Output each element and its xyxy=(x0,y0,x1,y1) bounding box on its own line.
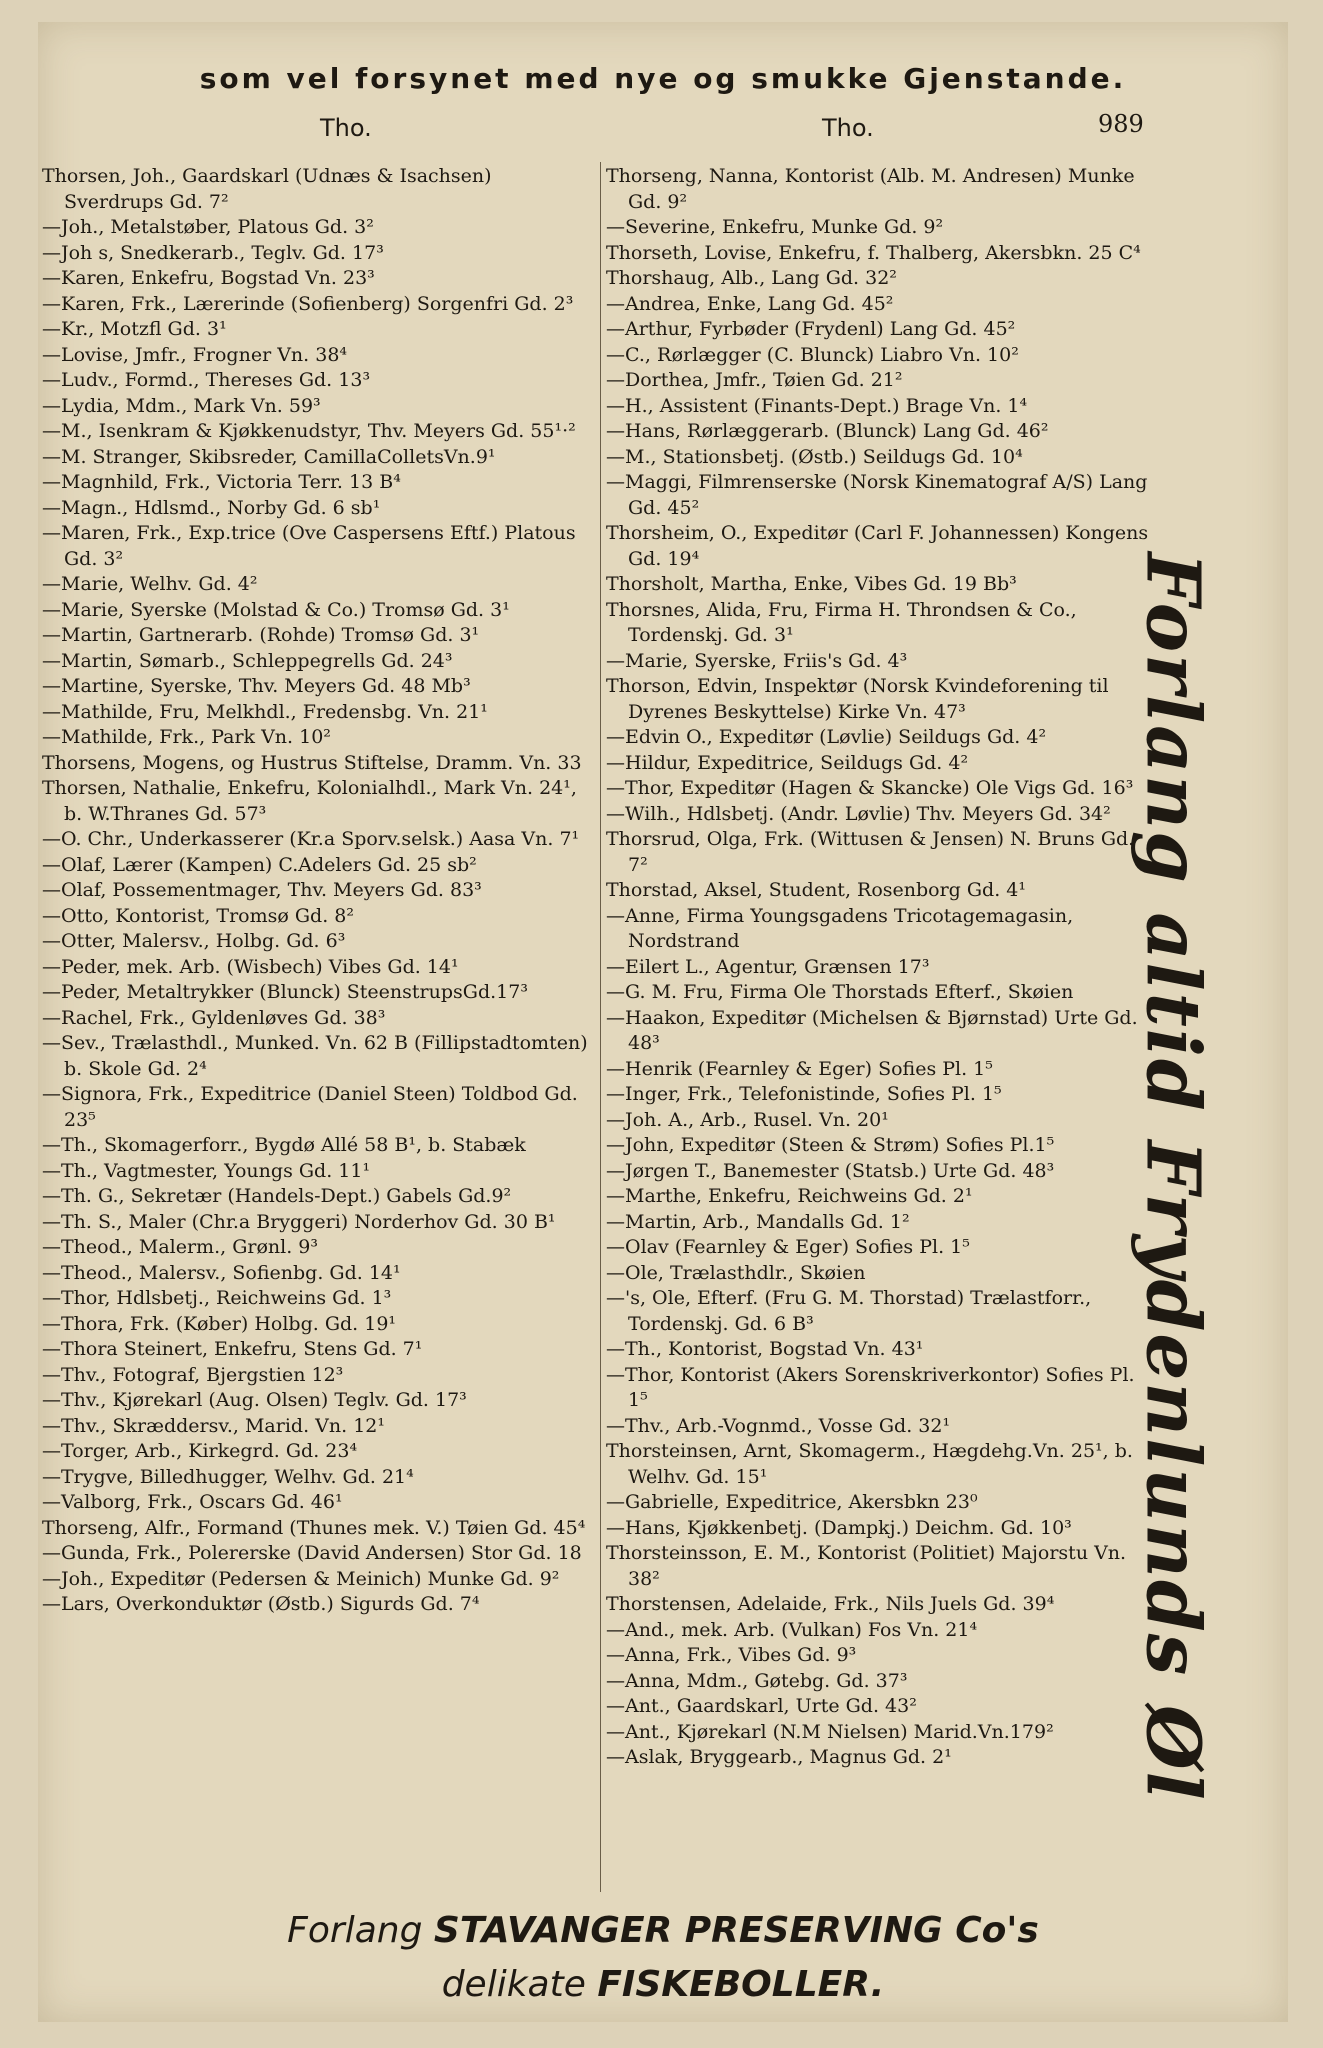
directory-entry: —Lars, Overkonduktør (Østb.) Sigurds Gd. 7⁴ xyxy=(42,1593,480,1615)
bottom-ad-line1-b: STAVANGER PRESERVING Co's xyxy=(433,1910,1039,1951)
directory-entry: —Thor, Kontorist (Akers Sorenskriverkontor) Sofies Pl. 1⁵ xyxy=(606,1363,1135,1411)
directory-entry: —Haakon, Expeditør (Michelsen & Bjørnstad) Urte Gd. 48³ xyxy=(606,1006,1138,1054)
directory-entry: —M. Stranger, Skibsreder, CamillaColletsVn.9¹ xyxy=(42,445,496,468)
directory-entry: Thorson, Edvin, Inspektør (Norsk Kvindeforening til Dyrenes Beskyttelse) Kirke Vn. 47³ xyxy=(606,675,1109,723)
directory-entry: —Lydia, Mdm., Mark Vn. 59³ xyxy=(42,394,321,417)
directory-entry: —Otto, Kontorist, Tromsø Gd. 8² xyxy=(42,904,354,927)
directory-entry: —Otter, Malersv., Holbg. Gd. 6³ xyxy=(42,930,346,952)
directory-entry: —Dorthea, Jmfr., Tøien Gd. 21² xyxy=(606,369,903,391)
directory-entry: —Thv., Fotograf, Bjergstien 12³ xyxy=(42,1363,344,1386)
directory-entry: —Joh., Expeditør (Pedersen & Meinich) Munke Gd. 9² xyxy=(42,1567,560,1590)
directory-entry: —Sev., Trælasthdl., Munked. Vn. 62 B (Fillipstadtomten) b. Skole Gd. 2⁴ xyxy=(42,1032,588,1080)
directory-entry: —Edvin O., Expeditør (Løvlie) Seildugs Gd. 4² xyxy=(606,726,1047,748)
bottom-ad-line1-a: Forlang xyxy=(287,1910,423,1951)
directory-entry: —Theod., Malerm., Grønl. 9³ xyxy=(42,1236,318,1258)
directory-entry: Thorsheim, O., Expeditør (Carl F. Johannessen) Kongens Gd. 19⁴ xyxy=(606,522,1149,570)
directory-entry: —'s, Ole, Efterf. (Fru G. M. Thorstad) Trælastforr., Tordenskj. Gd. 6 B³ xyxy=(606,1287,1092,1335)
directory-entry: Thorsrud, Olga, Frk. (Wittusen & Jensen) N. Bruns Gd. 7² xyxy=(606,828,1135,876)
bottom-ad-line2-a: delikate xyxy=(441,1964,586,2005)
directory-entry: —Thora, Frk. (Køber) Holbg. Gd. 19¹ xyxy=(42,1312,397,1335)
top-banner: som vel forsynet med nye og smukke Gjenstande. xyxy=(199,62,1127,95)
directory-entry: —John, Expeditør (Steen & Strøm) Sofies Pl.1⁵ xyxy=(606,1134,1055,1156)
directory-entry: —Ant., Kjørekarl (N.M Nielsen) Marid.Vn.179² xyxy=(606,1720,1054,1743)
bottom-advertisement-line-1 xyxy=(38,1910,1288,1951)
directory-entry: —Olaf, Possementmager, Thv. Meyers Gd. 83³ xyxy=(42,879,482,901)
directory-entry: —Martin, Sømarb., Schleppegrells Gd. 24³ xyxy=(42,649,453,672)
left-column xyxy=(42,164,594,1618)
directory-entry: —Thv., Kjørekarl (Aug. Olsen) Teglv. Gd. 17³ xyxy=(42,1389,467,1411)
directory-entry: —Olaf, Lærer (Kampen) C.Adelers Gd. 25 sb² xyxy=(42,853,477,876)
directory-entry: —Valborg, Frk., Oscars Gd. 46¹ xyxy=(42,1491,343,1513)
directory-entry: —Magnhild, Frk., Victoria Terr. 13 B⁴ xyxy=(42,471,401,493)
directory-entry: —Eilert L., Agentur, Grænsen 17³ xyxy=(606,955,930,978)
directory-entry: Thorseng, Nanna, Kontorist (Alb. M. Andresen) Munke Gd. 9² xyxy=(606,165,1135,213)
directory-entry: —Thor, Expeditør (Hagen & Skancke) Ole Vigs Gd. 16³ xyxy=(606,777,1134,799)
directory-entry: —Thora Steinert, Enkefru, Stens Gd. 7¹ xyxy=(42,1338,423,1360)
directory-entry: —Martine, Syerske, Thv. Meyers Gd. 48 Mb³ xyxy=(42,675,471,697)
directory-entry: —Wilh., Hdlsbetj. (Andr. Løvlie) Thv. Meyers Gd. 34² xyxy=(606,802,1111,825)
directory-entry: —Trygve, Billedhugger, Welhv. Gd. 21⁴ xyxy=(42,1465,414,1488)
directory-entry: Thorstad, Aksel, Student, Rosenborg Gd. 4¹ xyxy=(606,879,1027,901)
directory-entry: —M., Stationsbetj. (Østb.) Seildugs Gd. 10⁴ xyxy=(606,445,1023,468)
directory-entry: —Lovise, Jmfr., Frogner Vn. 38⁴ xyxy=(42,343,348,366)
directory-entry: Thorshaug, Alb., Lang Gd. 32² xyxy=(606,267,897,289)
directory-entry: —Th., Kontorist, Bogstad Vn. 43¹ xyxy=(606,1338,924,1360)
page-number: 989 xyxy=(1098,110,1144,138)
directory-entry: —Arthur, Fyrbøder (Frydenl) Lang Gd. 45² xyxy=(606,318,1016,340)
directory-entry: —G. M. Fru, Firma Ole Thorstads Efterf., Skøien xyxy=(606,981,1074,1003)
directory-entry: —Torger, Arb., Kirkegrd. Gd. 23⁴ xyxy=(42,1440,358,1462)
directory-entry: —Peder, mek. Arb. (Wisbech) Vibes Gd. 14¹ xyxy=(42,955,459,978)
directory-entry: —Olav (Fearnley & Eger) Sofies Pl. 1⁵ xyxy=(606,1236,970,1258)
directory-entry: —Ole, Trælasthdlr., Skøien xyxy=(606,1261,866,1284)
directory-entry: —Hans, Rørlæggerarb. (Blunck) Lang Gd. 46² xyxy=(606,420,1049,442)
left-column-heading: Tho. xyxy=(320,114,372,142)
directory-entry: —Thor, Hdlsbetj., Reichweins Gd. 1³ xyxy=(42,1287,392,1309)
directory-entry: —Joh., Metalstøber, Platous Gd. 3² xyxy=(42,216,374,238)
directory-entry: —Anne, Firma Youngsgadens Tricotagemagasin, Nordstrand xyxy=(606,904,1074,952)
directory-page xyxy=(38,22,1288,2022)
directory-entry: Thorsen, Nathalie, Enkefru, Kolonialhdl., Mark Vn. 24¹, b. W.Thranes Gd. 57³ xyxy=(42,777,577,825)
directory-entry: —Mathilde, Frk., Park Vn. 10² xyxy=(42,726,331,748)
directory-entry: Thorstensen, Adelaide, Frk., Nils Juels Gd. 39⁴ xyxy=(606,1593,1055,1615)
directory-entry: Thorsen, Joh., Gaardskarl (Udnæs & Isachsen) Sverdrups Gd. 7² xyxy=(42,165,492,213)
directory-entry: —Maggi, Filmrenserske (Norsk Kinematograf A/S) Lang Gd. 45² xyxy=(606,471,1148,519)
directory-entry: —Marie, Welhv. Gd. 4² xyxy=(42,573,258,595)
directory-entry: —And., mek. Arb. (Vulkan) Fos Vn. 21⁴ xyxy=(606,1618,978,1641)
directory-entry: —Thv., Arb.-Vognmd., Vosse Gd. 32¹ xyxy=(606,1414,951,1437)
directory-entry: —C., Rørlægger (C. Blunck) Liabro Vn. 10² xyxy=(606,343,1019,366)
directory-entry: —Th., Skomagerforr., Bygdø Allé 58 B¹, b. Stabæk xyxy=(42,1134,526,1156)
directory-entry: —Joh. A., Arb., Rusel. Vn. 20¹ xyxy=(606,1108,889,1131)
directory-entry: —Karen, Frk., Lærerinde (Sofienberg) Sorgenfri Gd. 2³ xyxy=(42,292,574,315)
directory-entry: —Ludv., Formd., Thereses Gd. 13³ xyxy=(42,369,371,391)
directory-entry: —Anna, Mdm., Gøtebg. Gd. 37³ xyxy=(606,1669,908,1692)
directory-entry: —Hans, Kjøkkenbetj. (Dampkj.) Deichm. Gd. 10³ xyxy=(606,1516,1072,1539)
directory-entry: —Henrik (Fearnley & Eger) Sofies Pl. 1⁵ xyxy=(606,1057,993,1080)
directory-entry: —Kr., Motzfl Gd. 3¹ xyxy=(42,318,227,340)
directory-entry: —Marie, Syerske (Molstad & Co.) Tromsø Gd. 3¹ xyxy=(42,598,510,621)
directory-entry: Thorsnes, Alida, Fru, Firma H. Throndsen & Co., Tordenskj. Gd. 3¹ xyxy=(606,598,1077,646)
directory-entry: —Martin, Gartnerarb. (Rohde) Tromsø Gd. 3¹ xyxy=(42,624,480,646)
directory-entry: —Ant., Gaardskarl, Urte Gd. 43² xyxy=(606,1695,917,1717)
directory-entry: —O. Chr., Underkasserer (Kr.a Sporv.selsk.) Aasa Vn. 7¹ xyxy=(42,828,580,850)
directory-entry: —Th. G., Sekretær (Handels-Dept.) Gabels Gd.9² xyxy=(42,1185,512,1207)
right-column-heading: Tho. xyxy=(822,114,874,142)
directory-entry: —Maren, Frk., Exp.trice (Ove Caspersens Eftf.) Platous Gd. 3² xyxy=(42,522,576,570)
directory-entry: —Marthe, Enkefru, Reichweins Gd. 2¹ xyxy=(606,1185,973,1207)
directory-entry: —Severine, Enkefru, Munke Gd. 9² xyxy=(606,216,944,238)
directory-entry: Thorseth, Lovise, Enkefru, f. Thalberg, Akersbkn. 25 C⁴ xyxy=(606,241,1141,264)
directory-entry: —M., Isenkram & Kjøkkenudstyr, Thv. Meyers Gd. 55¹·² xyxy=(42,420,576,442)
directory-entry: —Theod., Malersv., Sofienbg. Gd. 14¹ xyxy=(42,1261,401,1284)
directory-entry: —Jørgen T., Banemester (Statsb.) Urte Gd. 48³ xyxy=(606,1159,1055,1182)
directory-entry: Thorsteinsen, Arnt, Skomagerm., Hægdehg.Vn. 25¹, b. Welhv. Gd. 15¹ xyxy=(606,1440,1133,1488)
directory-entry: —Peder, Metaltrykker (Blunck) SteenstrupsGd.17³ xyxy=(42,981,528,1003)
directory-entry: —Magn., Hdlsmd., Norby Gd. 6 sb¹ xyxy=(42,496,381,519)
directory-entry: —Th., Vagtmester, Youngs Gd. 11¹ xyxy=(42,1159,371,1182)
directory-entry: Thorsteinsson, E. M., Kontorist (Politiet) Majorstu Vn. 38² xyxy=(606,1542,1127,1590)
directory-entry: —Joh s, Snedkerarb., Teglv. Gd. 17³ xyxy=(42,241,384,264)
directory-entry: —Karen, Enkefru, Bogstad Vn. 23³ xyxy=(42,267,375,289)
directory-entry: Thorsens, Mogens, og Hustrus Stiftelse, Dramm. Vn. 33 xyxy=(42,751,582,774)
bottom-ad-line2-b: FISKEBOLLER. xyxy=(597,1964,885,2005)
directory-entry: —Gabrielle, Expeditrice, Akersbkn 23⁰ xyxy=(606,1491,978,1513)
directory-entry: Thorseng, Alfr., Formand (Thunes mek. V.) Tøien Gd. 45⁴ xyxy=(42,1516,586,1539)
directory-entry: —Signora, Frk., Expeditrice (Daniel Steen) Toldbod Gd. 23⁵ xyxy=(42,1083,578,1131)
bottom-advertisement-line-2 xyxy=(38,1964,1288,2005)
directory-entry: —Marie, Syerske, Friis's Gd. 4³ xyxy=(606,649,908,672)
directory-entry: —Martin, Arb., Mandalls Gd. 1² xyxy=(606,1210,910,1233)
side-advertisement xyxy=(1078,512,1268,1842)
directory-entry: —Thv., Skræddersv., Marid. Vn. 12¹ xyxy=(42,1414,385,1437)
directory-entry: —Inger, Frk., Telefonistinde, Sofies Pl. 1⁵ xyxy=(606,1083,1002,1105)
column-divider xyxy=(600,162,601,1892)
side-advertisement-text: Forlang altid Frydenlunds Øl xyxy=(1130,552,1217,1802)
directory-entry: Thorsholt, Martha, Enke, Vibes Gd. 19 Bb³ xyxy=(606,573,1017,595)
directory-entry: —Gunda, Frk., Polererske (David Andersen) Stor Gd. 18 xyxy=(42,1542,582,1564)
directory-entry: —Hildur, Expeditrice, Seildugs Gd. 4² xyxy=(606,751,969,774)
directory-entry: —Th. S., Maler (Chr.a Bryggeri) Norderhov Gd. 30 B¹ xyxy=(42,1210,556,1233)
directory-entry: —H., Assistent (Finants-Dept.) Brage Vn. 1⁴ xyxy=(606,394,1028,417)
directory-entry: —Anna, Frk., Vibes Gd. 9³ xyxy=(606,1644,857,1666)
directory-entry: —Rachel, Frk., Gyldenløves Gd. 38³ xyxy=(42,1006,386,1029)
directory-entry: —Mathilde, Fru, Melkhdl., Fredensbg. Vn. 21¹ xyxy=(42,700,488,723)
directory-entry: —Andrea, Enke, Lang Gd. 45² xyxy=(606,292,894,315)
directory-entry: —Aslak, Bryggearb., Magnus Gd. 2¹ xyxy=(606,1746,952,1768)
right-column xyxy=(606,164,1158,1771)
